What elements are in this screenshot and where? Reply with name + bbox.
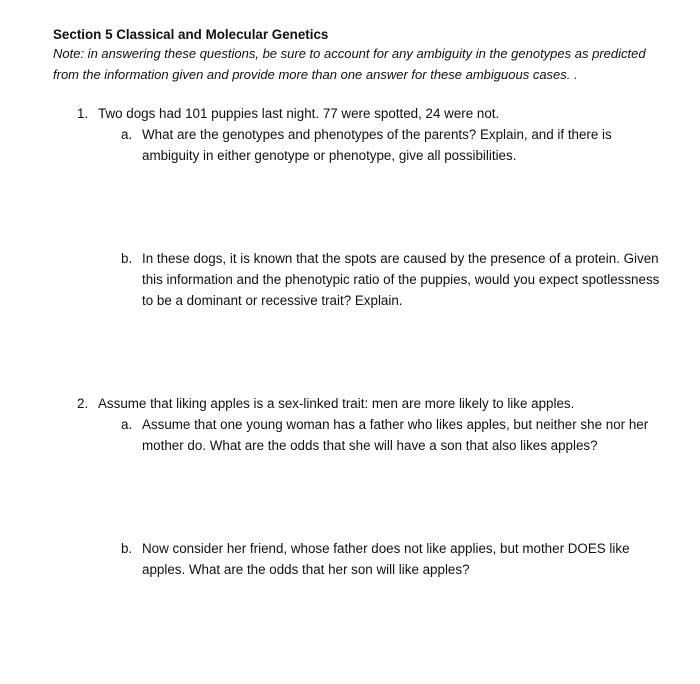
question-2a-letter: a. xyxy=(121,417,133,432)
question-1b-letter: b. xyxy=(121,251,133,266)
question-1b-text: In these dogs, it is known that the spots are caused by the presence of a protein. Given this information and the phenotypic ratio of the puppies, would you expect spotlessness to be a dominant or recessive trait? Explain. xyxy=(142,251,660,308)
question-2-number: 2. xyxy=(77,396,89,411)
question-1a-letter: a. xyxy=(121,127,133,142)
section-note: Note: in answering these questions, be sure to account for any ambiguity in the genotypes as predicted from the information given and provide more than one answer for these ambiguous cases. . xyxy=(53,46,646,82)
question-2a-text: Assume that one young woman has a father who likes apples, but neither she nor her mother do. What are the odds that she will have a son that also likes apples? xyxy=(142,417,649,453)
question-1a-text: What are the genotypes and phenotypes of the parents? Explain, and if there is ambiguity in either genotype or phenotype, give all possibilities. xyxy=(142,127,612,163)
question-2-text: Assume that liking apples is a sex-linked trait: men are more likely to like apples. xyxy=(98,396,575,411)
section-title: Section 5 Classical and Molecular Genetics xyxy=(53,27,329,42)
question-1-number: 1. xyxy=(77,106,89,121)
question-2b-letter: b. xyxy=(121,541,133,556)
question-1-text: Two dogs had 101 puppies last night. 77 were spotted, 24 were not. xyxy=(98,106,500,121)
question-2b-text: Now consider her friend, whose father does not like applies, but mother DOES like apples. What are the odds that her son will like apples? xyxy=(142,541,630,577)
